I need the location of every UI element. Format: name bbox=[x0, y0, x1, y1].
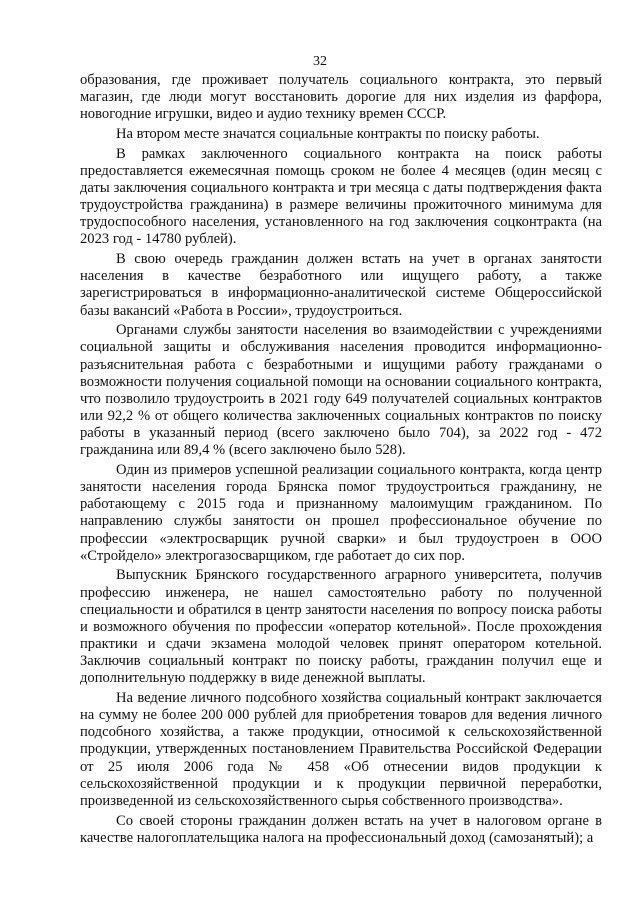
paragraph-continuation: образования, где проживает получатель социального контракта, это первый магазин, где люди могут восстановить дорогие для них изделия из фарфора, новогодние игрушки, видео и аудио технику времен СССР. bbox=[80, 72, 602, 123]
page-number: 32 bbox=[313, 54, 327, 69]
paragraph-household-farming: На ведение личного подсобного хозяйства социальный контракт заключается на сумму не более 200 000 рублей для приобретения товаров для ведения личного подсобного хозяйства, а также продукции, относимой к сельскохозяйственной продукции, утвержденных постановлением Правительства Российской Федерации от 25 июля 2006 года № 458 «Об отнесении видов продукции к сельскохозяйственной продукции и к продукции первичной переработки, произведенной из сельскохозяйственного сырья собственного производства». bbox=[80, 689, 602, 809]
document-body bbox=[80, 72, 602, 849]
paragraph-tax-registration: Со своей стороны гражданин должен встать на учет в налоговом органе в качестве налогоплательщика налога на профессиональный доход (самозанятый); а bbox=[80, 812, 602, 846]
paragraph-monthly-assistance: В рамках заключенного социального контракта на поиск работы предоставляется ежемесячная помощь сроком не более 4 месяцев (один месяц с даты заключения социального контракта и три месяца с даты подтверждения факта трудоустройства гражданина) в размере величины прожиточного минимума для трудоспособного населения, установленного на год заключения соцконтракта (на 2023 год - 14780 рублей). bbox=[80, 145, 602, 248]
paragraph-example-welder: Один из примеров успешной реализации социального контракта, когда центр занятости населения города Брянска помог трудоустроиться гражданину, не работающему с 2015 года и признанному малоимущим гражданином. По направлению службы занятости он прошел профессиональное обучение по профессии «электросварщик ручной сварки» и был трудоустроен в ООО «Стройдело» электрогазосварщиком, где работает до сих пор. bbox=[80, 461, 602, 564]
paragraph-registration: В свою очередь гражданин должен встать на учет в органах занятости населения в качестве безработного или ищущего работу, а также зарегистрироваться в информационно-аналитической системе Общероссийской базы вакансий «Работа в России», трудоустроиться. bbox=[80, 251, 602, 319]
paragraph-employment-statistics: Органами службы занятости населения во взаимодействии с учреждениями социальной защиты и обслуживания населения проводится информационно-разъяснительная работа с безработными и ищущими работу гражданами о возможности получения социальной помощи на основании социального контракта, что позволило трудоустроить в 2021 году 649 получателей социальных контрактов или 92,2 % от общего количества заключенных социальных контрактов по поиску работы в указанный период (всего заключено было 704), за 2022 год - 472 гражданина или 89,4 % (всего заключено было 528). bbox=[80, 322, 602, 459]
paragraph-job-search-intro: На втором месте значатся социальные контракты по поиску работы. bbox=[116, 125, 540, 142]
paragraph-example-graduate: Выпускник Брянского государственного аграрного университета, получив профессию инженера, не нашел самостоятельно работу по полученной специальности и обратился в центр занятости населения по вопросу поиска работы и возможного обучения по профессии «оператор котельной». После прохождения практики и сдачи экзамена молодой человек принят оператором котельной. Заключив социальный контракт по поиску работы, гражданин получил еще и дополнительную поддержку в виде денежной выплаты. bbox=[80, 567, 602, 687]
